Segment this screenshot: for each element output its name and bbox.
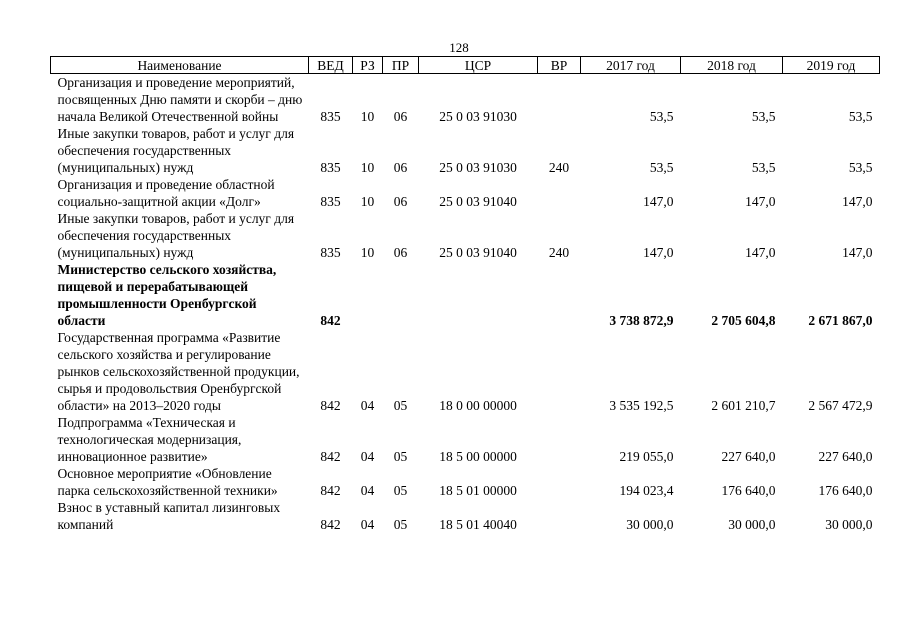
table-row [51, 176, 880, 210]
row-amount-2018: 53,5 [751, 109, 776, 124]
row-ved: 835 [320, 109, 341, 124]
column-header-ved: ВЕД [309, 57, 353, 74]
row-vr [538, 465, 581, 499]
row-pr: 06 [393, 194, 408, 209]
row-amount-2017: 53,5 [649, 109, 674, 124]
row-csr [419, 261, 538, 329]
column-header-csr: ЦСР [419, 57, 538, 74]
column-header-rz: РЗ [353, 57, 383, 74]
column-header-pr: ПР [383, 57, 419, 74]
row-pr: 05 [393, 517, 408, 532]
row-amount-2019: 227 640,0 [818, 449, 873, 464]
column-header-2018: 2018 год [681, 57, 783, 74]
page-number: 128 [449, 40, 469, 55]
row-amount-2017: 147,0 [643, 194, 674, 209]
row-rz: 04 [360, 449, 375, 464]
row-pr: 05 [393, 483, 408, 498]
row-amount-2019: 2 567 472,9 [808, 398, 873, 413]
row-vr: 240 [548, 160, 570, 175]
row-vr [538, 329, 581, 414]
row-ved: 842 [320, 449, 341, 464]
table-row-ministry-total [51, 261, 880, 329]
table-row [51, 125, 880, 176]
table-row [51, 210, 880, 261]
row-name: Иные закупки товаров, работ и услуг для обеспечения государственных (муниципальных) нужд [57, 211, 295, 260]
row-ved: 842 [320, 398, 341, 413]
row-rz [353, 261, 383, 329]
row-csr: 18 5 01 40040 [439, 517, 517, 532]
row-amount-2017: 53,5 [649, 160, 674, 175]
row-amount-2019: 147,0 [842, 194, 873, 209]
table-row [51, 74, 880, 126]
column-header-name: Наименование [51, 57, 309, 74]
row-pr [383, 261, 419, 329]
row-ved: 842 [320, 313, 341, 328]
row-amount-2019: 147,0 [842, 245, 873, 260]
row-rz: 10 [360, 109, 375, 124]
column-header-2017: 2017 год [581, 57, 681, 74]
row-amount-2017: 194 023,4 [619, 483, 674, 498]
row-vr [538, 261, 581, 329]
row-vr [538, 414, 581, 465]
row-amount-2018: 2 601 210,7 [711, 398, 776, 413]
table-row [51, 414, 880, 465]
row-csr: 18 5 00 00000 [439, 449, 517, 464]
table-row [51, 499, 880, 533]
row-pr: 06 [393, 109, 408, 124]
row-csr: 18 5 01 00000 [439, 483, 517, 498]
row-rz: 10 [360, 160, 375, 175]
row-name: Основное мероприятие «Обновление парка сельскохозяйственной техники» [57, 466, 278, 498]
row-pr: 05 [393, 449, 408, 464]
row-name: Взнос в уставный капитал лизинговых компаний [57, 500, 281, 532]
row-amount-2017: 147,0 [643, 245, 674, 260]
row-pr: 06 [393, 245, 408, 260]
row-name: Государственная программа «Развитие сельского хозяйства и регулирование рынков сельскохозяйственной продукции, сырья и продовольствия Оренбургской области» на 2013–2020 годы [57, 330, 300, 413]
row-amount-2017: 219 055,0 [619, 449, 674, 464]
row-ved: 835 [320, 245, 341, 260]
table-row [51, 329, 880, 414]
row-rz: 10 [360, 194, 375, 209]
row-amount-2019: 30 000,0 [825, 517, 873, 532]
budget-table [50, 56, 880, 533]
row-amount-2018: 53,5 [751, 160, 776, 175]
column-header-2019: 2019 год [783, 57, 880, 74]
row-amount-2018: 30 000,0 [728, 517, 776, 532]
table-header-row [51, 57, 880, 74]
row-csr: 25 0 03 91040 [439, 194, 517, 209]
row-name: Министерство сельского хозяйства, пищевой и перерабатывающей промышленности Оренбургской области [57, 262, 277, 328]
row-rz: 04 [360, 483, 375, 498]
row-ved: 835 [320, 160, 341, 175]
table-row [51, 465, 880, 499]
row-amount-2018: 147,0 [745, 245, 776, 260]
row-name: Организация и проведение мероприятий, посвященных Дню памяти и скорби – дню начала Великой Отечественной войны [57, 75, 303, 124]
row-ved: 835 [320, 194, 341, 209]
row-amount-2019: 176 640,0 [818, 483, 873, 498]
row-amount-2018: 227 640,0 [721, 449, 776, 464]
row-csr: 25 0 03 91030 [439, 109, 517, 124]
row-amount-2019: 53,5 [848, 160, 873, 175]
row-vr: 240 [548, 245, 570, 260]
row-csr: 18 0 00 00000 [439, 398, 517, 413]
row-vr [538, 74, 581, 126]
row-amount-2017: 30 000,0 [626, 517, 674, 532]
row-amount-2018: 176 640,0 [721, 483, 776, 498]
row-amount-2019: 53,5 [848, 109, 873, 124]
row-name: Иные закупки товаров, работ и услуг для обеспечения государственных (муниципальных) нужд [57, 126, 295, 175]
row-pr: 06 [393, 160, 408, 175]
row-ved: 842 [320, 483, 341, 498]
row-vr [538, 176, 581, 210]
row-csr: 25 0 03 91040 [439, 245, 517, 260]
row-amount-2019: 2 671 867,0 [808, 313, 873, 328]
row-rz: 10 [360, 245, 375, 260]
row-rz: 04 [360, 517, 375, 532]
column-header-vr: ВР [538, 57, 581, 74]
row-amount-2017: 3 738 872,9 [609, 313, 674, 328]
row-csr: 25 0 03 91030 [439, 160, 517, 175]
row-amount-2017: 3 535 192,5 [609, 398, 674, 413]
row-amount-2018: 147,0 [745, 194, 776, 209]
row-ved: 842 [320, 517, 341, 532]
row-pr: 05 [393, 398, 408, 413]
row-name: Организация и проведение областной социально-защитной акции «Долг» [57, 177, 275, 209]
row-amount-2018: 2 705 604,8 [711, 313, 776, 328]
row-rz: 04 [360, 398, 375, 413]
row-name: Подпрограмма «Техническая и технологическая модернизация, инновационное развитие» [57, 415, 242, 464]
row-vr [538, 499, 581, 533]
